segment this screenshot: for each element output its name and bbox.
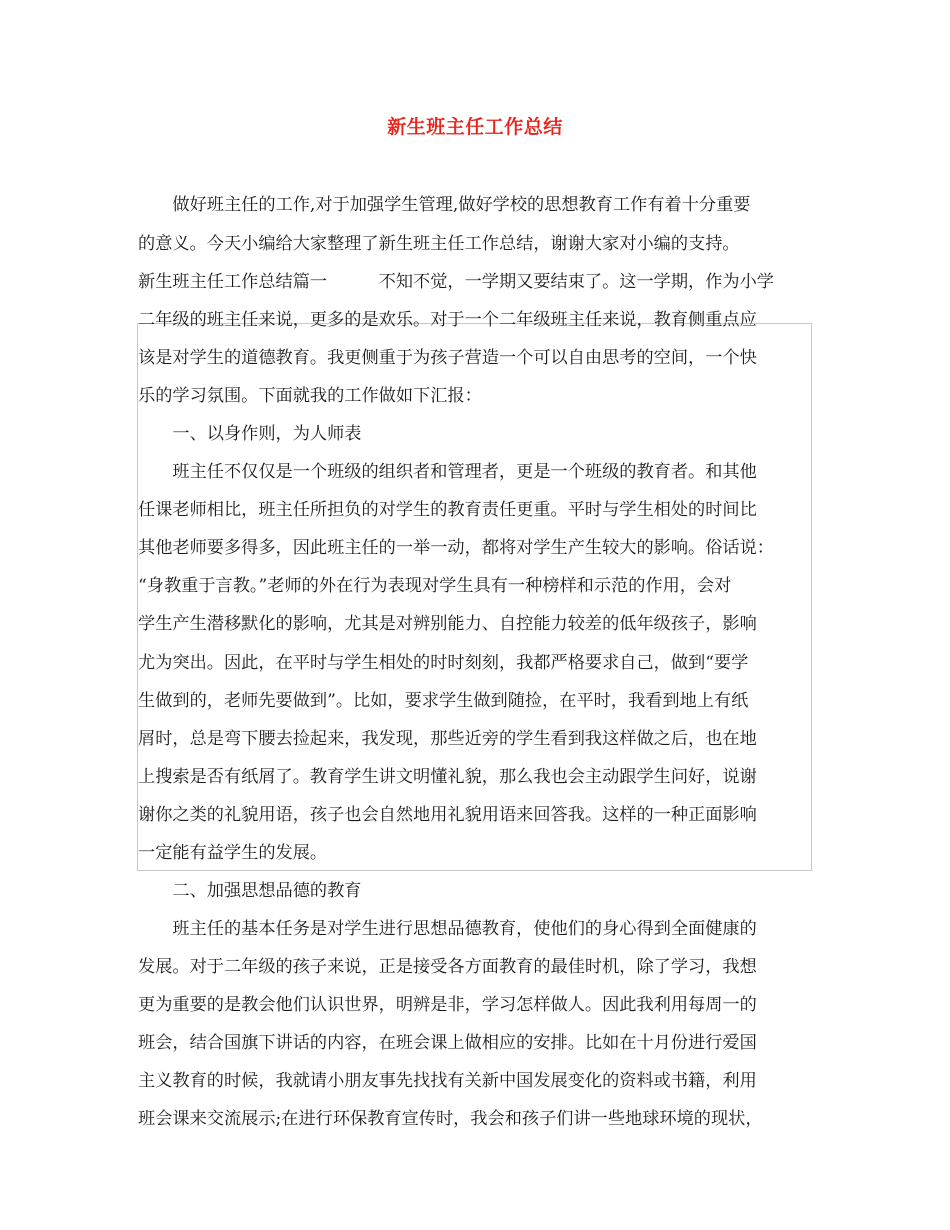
text-line: 班会课来交流展示;在进行环保教育宣传时，我会和孩子们讲一些地球环境的现状， <box>138 1109 763 1129</box>
text-line: 更为重要的是教会他们认识世界，明辨是非，学习怎样做人。因此我利用每周一的 <box>138 995 757 1015</box>
text-line: 发展。对于二年级的孩子来说，正是接受各方面教育的最佳时机，除了学习，我想 <box>138 957 757 977</box>
text-line: 生做到的，老师先要做到”。比如，要求学生做到随捡，在平时，我看到地上有纸 <box>138 691 749 711</box>
text-line: 尤为突出。因此，在平时与学生相处的时时刻刻，我都严格要求自己，做到“要学 <box>138 653 749 673</box>
text-line: 班主任不仅仅是一个班级的组织者和管理者，更是一个班级的教育者。和其他 <box>138 462 757 482</box>
text-line: 该是对学生的道德教育。我更侧重于为孩子营造一个可以自由思考的空间，一个快 <box>138 348 757 368</box>
text-line: 学生产生潜移默化的影响，尤其是对辨别能力、自控能力较差的低年级孩子，影响 <box>138 614 757 634</box>
text-line: 主义教育的时候，我就请小朋友事先找找有关新中国发展变化的资料或书籍，利用 <box>138 1071 757 1091</box>
text-line: 任课老师相比，班主任所担负的对学生的教育责任更重。平时与学生相处的时间比 <box>138 500 757 520</box>
text-line: 一定能有益学生的发展。 <box>138 843 328 863</box>
text-line: 二、加强思想品德的教育 <box>138 881 362 901</box>
text-line: 做好班主任的工作,对于加强学生管理,做好学校的思想教育工作有着十分重要 <box>138 195 751 215</box>
text-line: 其他老师要多得多，因此班主任的一举一动，都将对学生产生较大的影响。俗话说： <box>138 538 774 558</box>
text-line: 班主任的基本任务是对学生进行思想品德教育，使他们的身心得到全面健康的 <box>138 919 757 939</box>
text-line: 二年级的班主任来说，更多的是欢乐。对于一个二年级班主任来说，教育侧重点应 <box>138 310 757 330</box>
text-line: 班会，结合国旗下讲话的内容，在班会课上做相应的安排。比如在十月份进行爱国 <box>138 1033 757 1053</box>
text-line: 新生班主任工作总结篇一 不知不觉，一学期又要结束了。这一学期，作为小学 <box>138 272 774 292</box>
text-line: 的意义。今天小编给大家整理了新生班主任工作总结，谢谢大家对小编的支持。 <box>138 234 740 254</box>
text-line: 屑时，总是弯下腰去捡起来，我发现，那些近旁的学生看到我这样做之后，也在地 <box>138 729 757 749</box>
document-title: 新生班主任工作总结 <box>387 116 563 138</box>
text-line: 上搜索是否有纸屑了。教育学生讲文明懂礼貌，那么我也会主动跟学生问好，说谢 <box>138 767 757 787</box>
text-line: “身教重于言教。”老师的外在行为表现对学生具有一种榜样和示范的作用，会对 <box>138 576 732 596</box>
text-line: 谢你之类的礼貌用语，孩子也会自然地用礼貌用语来回答我。这样的一种正面影响 <box>138 805 757 825</box>
text-line: 一、以身作则，为人师表 <box>138 424 362 444</box>
text-line: 乐的学习氛围。下面就我的工作做如下汇报： <box>138 386 482 406</box>
